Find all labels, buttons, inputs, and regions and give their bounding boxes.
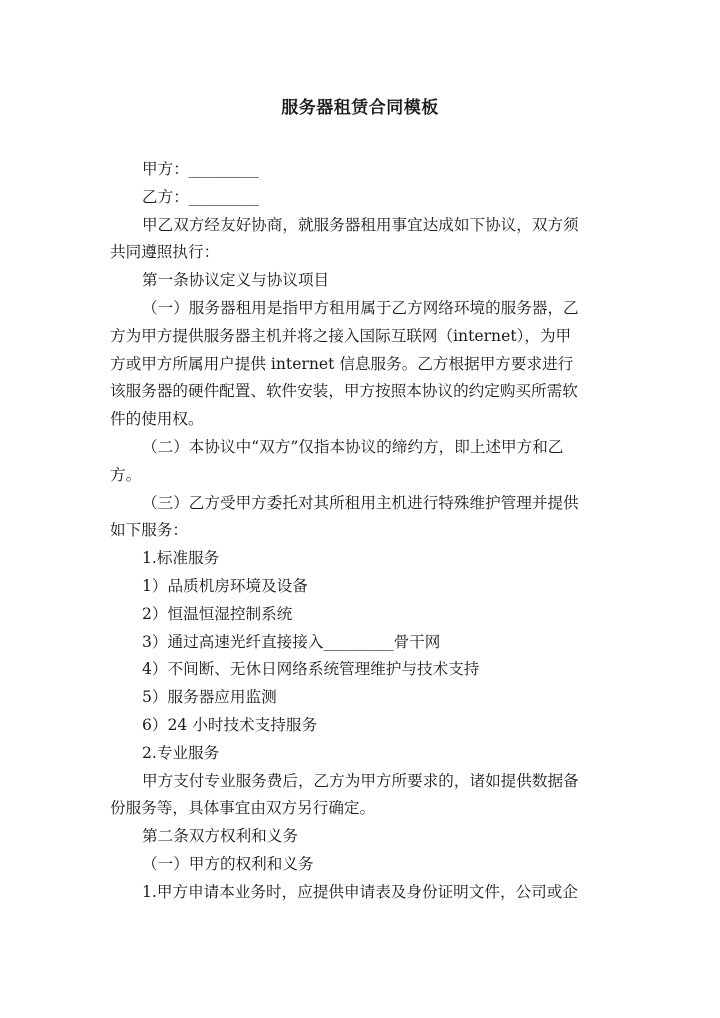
body-line: 件的使用权。	[110, 410, 204, 429]
body-line: 共同遵照执行：	[110, 243, 220, 262]
party-a-line: 甲方：_________	[142, 160, 259, 178]
document-body	[110, 156, 614, 907]
body-line: 份服务等，具体事宜由双方另行确定。	[110, 799, 376, 818]
body-line: （二）本协议中“双方”仅指本协议的缔约方，即上述甲方和乙	[142, 437, 564, 456]
body-line: 如下服务：	[110, 521, 188, 540]
list-item: 5）服务器应用监测	[142, 688, 277, 707]
subsection-heading: （一）甲方的权利和义务	[142, 854, 314, 873]
body-line: 方为甲方提供服务器主机并将之接入国际互联网（internet），为甲	[110, 326, 572, 345]
body-line: 方。	[110, 465, 142, 484]
section-heading: 第一条协议定义与协议项目	[142, 271, 330, 290]
list-item: 6）24 小时技术支持服务	[142, 715, 318, 734]
body-line: 甲乙双方经友好协商，就服务器租用事宜达成如下协议，双方须	[142, 215, 579, 234]
list-item: 3）通过高速光纤直接接入_________骨干网	[142, 632, 441, 651]
list-heading: 1.标准服务	[142, 549, 220, 568]
body-line: 该服务器的硬件配置、软件安装，甲方按照本协议的约定购买所需软	[110, 382, 578, 401]
party-b-line: 乙方：_________	[142, 187, 259, 206]
document-title: 服务器租赁合同模板	[281, 98, 439, 118]
list-item: 1）品质机房环境及设备	[142, 576, 308, 595]
body-line: （一）服务器租用是指甲方租用属于乙方网络环境的服务器，乙	[142, 298, 579, 317]
list-item: 4）不间断、无休日网络系统管理维护与技术支持	[142, 660, 480, 679]
list-heading: 2.专业服务	[142, 743, 220, 762]
body-line: （三）乙方受甲方委托对其所租用主机进行特殊维护管理并提供	[142, 493, 579, 512]
body-line: 1.甲方申请本业务时，应提供申请表及身份证明文件，公司或企	[142, 882, 578, 901]
body-line: 方或甲方所属用户提供 internet 信息服务。乙方根据甲方要求进行	[110, 354, 574, 373]
body-line: 甲方支付专业服务费后，乙方为甲方所要求的，诸如提供数据备	[142, 771, 579, 790]
list-item: 2）恒温恒湿控制系统	[142, 604, 293, 623]
section-heading: 第二条双方权利和义务	[142, 827, 298, 846]
